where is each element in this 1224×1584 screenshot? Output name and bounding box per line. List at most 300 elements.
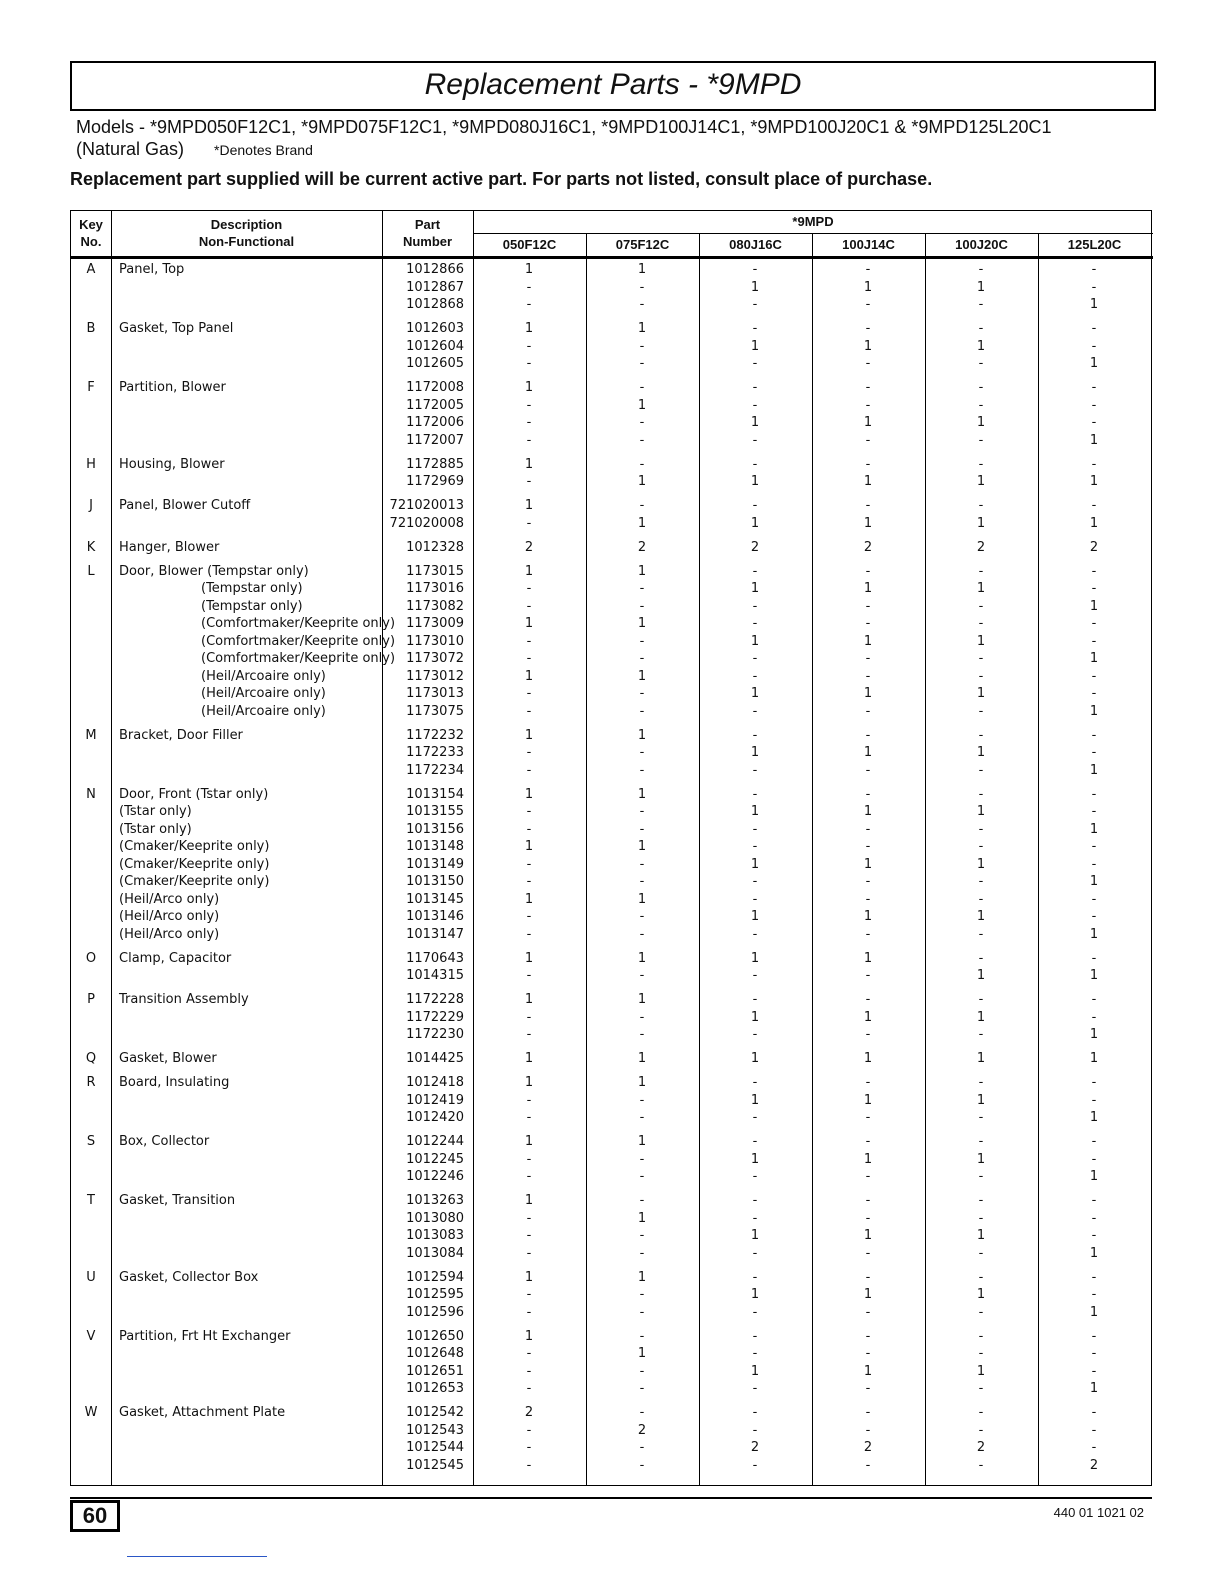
quantity-cell: 1 — [524, 786, 534, 802]
header-model-2: 080J16C — [729, 237, 782, 252]
quantity-cell: - — [752, 1328, 758, 1344]
quantity-cell: - — [978, 786, 984, 802]
description-cell: Clamp, Capacitor — [119, 950, 232, 966]
quantity-cell: - — [1091, 1346, 1097, 1361]
quantity-cell: - — [639, 1381, 645, 1396]
part-number-cell: 1012420 — [406, 1110, 464, 1125]
quantity-cell: - — [752, 498, 758, 513]
quantity-cell: 1 — [524, 1328, 534, 1344]
quantity-cell: - — [1091, 856, 1097, 872]
description-cell: (Heil/Arco only) — [119, 926, 220, 942]
quantity-cell: - — [752, 874, 758, 889]
table-row — [71, 615, 1153, 633]
quantity-cell: 1 — [1089, 926, 1099, 942]
gas-type: (Natural Gas) — [76, 139, 185, 159]
quantity-cell: - — [752, 1169, 758, 1184]
quantity-cell: 1 — [637, 891, 647, 907]
quantity-cell: 1 — [1089, 651, 1099, 666]
description-cell: (Heil/Arcoaire only) — [201, 686, 326, 701]
key-cell: K — [86, 539, 96, 555]
quantity-cell: - — [978, 598, 984, 614]
quantity-cell: 1 — [637, 397, 647, 413]
part-number-cell: 1013155 — [406, 804, 464, 819]
gas-line — [76, 138, 1052, 161]
quantity-cell: - — [978, 1269, 984, 1285]
table-row — [71, 685, 1153, 703]
quantity-cell: 1 — [863, 804, 873, 819]
quantity-cell: 1 — [1089, 598, 1099, 614]
part-number-cell: 1012244 — [406, 1134, 464, 1149]
quantity-cell: - — [1091, 321, 1097, 336]
table-row — [71, 1050, 1153, 1068]
quantity-cell: - — [978, 563, 984, 579]
quantity-cell: 1 — [863, 856, 873, 872]
table-row — [71, 821, 1153, 839]
quantity-cell: - — [1091, 616, 1097, 631]
quantity-cell: 1 — [976, 338, 986, 354]
quantity-cell: 2 — [863, 539, 873, 555]
quantity-cell: - — [1091, 1134, 1097, 1149]
description-cell: (Tempstar only) — [201, 598, 303, 614]
title-box — [70, 61, 1156, 111]
quantity-cell: - — [526, 1304, 532, 1320]
table-row — [71, 563, 1153, 581]
table-row — [71, 279, 1153, 297]
key-cell: H — [86, 456, 96, 472]
quantity-cell: - — [639, 1304, 645, 1320]
quantity-cell: - — [752, 926, 758, 942]
quantity-cell: 1 — [976, 1051, 986, 1066]
quantity-cell: 2 — [1089, 1457, 1099, 1473]
quantity-cell: - — [865, 1110, 871, 1125]
quantity-cell: - — [978, 1075, 984, 1090]
description-cell: Housing, Blower — [119, 456, 225, 472]
part-number-cell: 1173072 — [406, 651, 464, 666]
description-cell: Door, Front (Tstar only) — [119, 786, 269, 802]
quantity-cell: - — [1091, 804, 1097, 819]
part-number-cell: 1013084 — [406, 1245, 464, 1261]
quantity-cell: - — [978, 1346, 984, 1361]
part-number-cell: 1173012 — [406, 668, 464, 684]
part-number-cell: 1013148 — [406, 839, 464, 854]
quantity-cell: 1 — [750, 1363, 760, 1379]
quantity-cell: 1 — [637, 563, 647, 579]
quantity-cell: - — [865, 563, 871, 579]
table-row — [71, 1269, 1153, 1287]
description-cell: Transition Assembly — [119, 992, 249, 1007]
quantity-cell: - — [526, 926, 532, 942]
quantity-cell: 1 — [750, 686, 760, 701]
quantity-cell: - — [865, 1304, 871, 1320]
quantity-cell: 1 — [976, 1228, 986, 1243]
quantity-cell: - — [1091, 1287, 1097, 1302]
quantity-cell: - — [526, 1346, 532, 1361]
table-row — [71, 1168, 1153, 1186]
quantity-cell: - — [639, 804, 645, 819]
quantity-cell: 1 — [750, 338, 760, 354]
quantity-cell: - — [1091, 786, 1097, 802]
quantity-cell: - — [639, 1287, 645, 1302]
quantity-cell: 1 — [524, 380, 534, 395]
table-row — [71, 261, 1153, 279]
quantity-cell: - — [526, 356, 532, 371]
quantity-cell: - — [639, 1151, 645, 1167]
quantity-cell: 1 — [976, 581, 986, 596]
quantity-cell: - — [978, 1027, 984, 1042]
brand-note: *Denotes Brand — [214, 142, 313, 158]
table-row — [71, 1227, 1153, 1245]
quantity-cell: 2 — [1089, 539, 1099, 555]
part-number-cell: 1012418 — [406, 1075, 464, 1090]
quantity-cell: 1 — [1089, 474, 1099, 489]
parts-table — [70, 210, 1152, 1486]
quantity-cell: - — [978, 821, 984, 837]
quantity-cell: - — [978, 1245, 984, 1261]
quantity-cell: - — [526, 762, 532, 778]
part-number-cell: 1173075 — [406, 703, 464, 719]
quantity-cell: - — [752, 668, 758, 684]
quantity-cell: - — [1091, 581, 1097, 596]
quantity-cell: - — [978, 950, 984, 966]
quantity-cell: 1 — [863, 1092, 873, 1108]
quantity-cell: 1 — [976, 633, 986, 649]
description-cell: (Comfortmaker/Keeprite only) — [201, 633, 396, 649]
quantity-cell: - — [1091, 1440, 1097, 1455]
table-row — [71, 1210, 1153, 1228]
footer-rule — [70, 1497, 1152, 1499]
part-number-cell: 1013145 — [406, 891, 464, 907]
quantity-cell: - — [639, 926, 645, 942]
quantity-cell: - — [639, 380, 645, 395]
quantity-cell: - — [978, 262, 984, 277]
quantity-cell: - — [639, 456, 645, 472]
part-number-cell: 1012604 — [406, 338, 464, 354]
quantity-cell: 1 — [863, 1051, 873, 1066]
part-number-cell: 1172005 — [406, 397, 464, 413]
quantity-cell: - — [865, 1269, 871, 1285]
quantity-cell: - — [526, 804, 532, 819]
quantity-cell: - — [752, 356, 758, 371]
table-row — [71, 873, 1153, 891]
quantity-cell: 1 — [1089, 762, 1099, 778]
quantity-cell: 1 — [524, 992, 534, 1007]
replacement-notice: Replacement part supplied will be current active part. For parts not listed, consult place of purchase. — [70, 169, 933, 189]
quantity-cell: 1 — [750, 1228, 760, 1243]
quantity-cell: - — [1091, 992, 1097, 1007]
quantity-cell: - — [526, 1009, 532, 1025]
quantity-cell: - — [752, 1193, 758, 1208]
quantity-cell: - — [752, 432, 758, 448]
quantity-cell: 1 — [524, 1075, 534, 1090]
quantity-cell: - — [752, 1110, 758, 1125]
quantity-cell: 1 — [976, 515, 986, 531]
part-number-cell: 1012648 — [406, 1346, 464, 1361]
quantity-cell: - — [526, 1151, 532, 1167]
quantity-cell: 1 — [1089, 821, 1099, 837]
quantity-cell: - — [752, 786, 758, 802]
quantity-cell: - — [752, 1422, 758, 1438]
quantity-cell: - — [639, 856, 645, 872]
quantity-cell: - — [526, 703, 532, 719]
quantity-cell: - — [1091, 839, 1097, 854]
quantity-cell: - — [752, 1210, 758, 1226]
quantity-cell: - — [978, 356, 984, 371]
quantity-cell: - — [978, 297, 984, 312]
part-number-cell: 1013263 — [406, 1193, 464, 1208]
quantity-cell: - — [978, 1457, 984, 1473]
quantity-cell: - — [639, 1193, 645, 1208]
quantity-cell: 1 — [637, 1134, 647, 1149]
quantity-cell: - — [1091, 891, 1097, 907]
quantity-cell: - — [1091, 1228, 1097, 1243]
header-model-0: 050F12C — [502, 237, 557, 252]
quantity-cell: 1 — [524, 1051, 534, 1066]
quantity-cell: 1 — [637, 950, 647, 966]
description-cell: Hanger, Blower — [119, 539, 220, 555]
quantity-cell: - — [865, 1075, 871, 1090]
quantity-cell: - — [752, 262, 758, 277]
key-cell: N — [86, 786, 96, 802]
quantity-cell: 2 — [637, 539, 647, 555]
quantity-cell: 1 — [863, 474, 873, 489]
part-number-cell: 721020008 — [389, 515, 464, 531]
quantity-cell: 1 — [1089, 297, 1099, 312]
quantity-cell: 1 — [976, 1151, 986, 1167]
quantity-cell: - — [1091, 456, 1097, 472]
quantity-cell: 1 — [637, 786, 647, 802]
table-row — [71, 473, 1153, 491]
quantity-cell: - — [526, 856, 532, 872]
quantity-cell: - — [526, 279, 532, 295]
table-row — [71, 1304, 1153, 1322]
description-cell: Panel, Top — [119, 262, 185, 277]
description-cell: (Heil/Arcoaire only) — [201, 668, 326, 684]
part-number-cell: 721020013 — [389, 498, 464, 513]
quantity-cell: 1 — [637, 992, 647, 1007]
quantity-cell: 1 — [863, 581, 873, 596]
description-cell: (Comfortmaker/Keeprite only) — [201, 651, 396, 666]
quantity-cell: - — [978, 703, 984, 719]
quantity-cell: - — [752, 1245, 758, 1261]
key-cell: Q — [85, 1051, 97, 1066]
quantity-cell: 1 — [750, 633, 760, 649]
quantity-cell: - — [526, 909, 532, 924]
quantity-cell: - — [752, 992, 758, 1007]
part-number-cell: 1012594 — [406, 1269, 464, 1285]
quantity-cell: 1 — [863, 686, 873, 701]
quantity-cell: 1 — [863, 515, 873, 531]
quantity-cell: - — [865, 262, 871, 277]
link-underline — [127, 1556, 267, 1557]
part-number-cell: 1173009 — [406, 616, 464, 631]
quantity-cell: 1 — [637, 321, 647, 336]
quantity-cell: 1 — [750, 804, 760, 819]
table-row — [71, 1245, 1153, 1263]
quantity-cell: - — [978, 727, 984, 743]
key-cell: P — [87, 992, 95, 1007]
quantity-cell: - — [526, 598, 532, 614]
part-number-cell: 1172007 — [406, 432, 464, 448]
quantity-cell: 1 — [976, 1009, 986, 1025]
quantity-cell: 1 — [750, 1009, 760, 1025]
quantity-cell: - — [978, 651, 984, 666]
quantity-cell: - — [865, 1027, 871, 1042]
quantity-cell: - — [1091, 338, 1097, 354]
quantity-cell: 1 — [863, 1009, 873, 1025]
quantity-cell: 1 — [976, 909, 986, 924]
quantity-cell: - — [1091, 1075, 1097, 1090]
quantity-cell: - — [639, 1092, 645, 1108]
quantity-cell: 1 — [976, 856, 986, 872]
quantity-cell: - — [1091, 498, 1097, 513]
quantity-cell: - — [865, 1245, 871, 1261]
quantity-cell: 1 — [976, 279, 986, 295]
quantity-cell: - — [865, 703, 871, 719]
table-row — [71, 1151, 1153, 1169]
quantity-cell: - — [978, 1169, 984, 1184]
table-row — [71, 497, 1153, 515]
quantity-cell: - — [639, 279, 645, 295]
quantity-cell: 1 — [637, 1051, 647, 1066]
quantity-cell: - — [865, 1457, 871, 1473]
quantity-cell: 1 — [1089, 968, 1099, 983]
quantity-cell: 2 — [524, 539, 534, 555]
quantity-cell: - — [978, 498, 984, 513]
quantity-cell: - — [526, 1363, 532, 1379]
quantity-cell: - — [865, 821, 871, 837]
quantity-cell: 1 — [750, 745, 760, 760]
quantity-cell: - — [639, 1228, 645, 1243]
table-row — [71, 379, 1153, 397]
quantity-cell: - — [752, 1027, 758, 1042]
quantity-cell: - — [865, 926, 871, 942]
quantity-cell: - — [526, 1210, 532, 1226]
quantity-cell: - — [526, 1092, 532, 1108]
quantity-cell: - — [865, 1193, 871, 1208]
quantity-cell: 2 — [750, 539, 760, 555]
quantity-cell: - — [978, 1210, 984, 1226]
quantity-cell: - — [752, 821, 758, 837]
description-cell: (Tempstar only) — [201, 581, 303, 596]
quantity-cell: - — [526, 1245, 532, 1261]
table-row — [71, 1192, 1153, 1210]
quantity-cell: - — [978, 1304, 984, 1320]
quantity-cell: 1 — [976, 804, 986, 819]
quantity-cell: - — [752, 616, 758, 631]
quantity-cell: 1 — [1089, 1027, 1099, 1042]
quantity-cell: 1 — [524, 1134, 534, 1149]
description-cell: Board, Insulating — [119, 1075, 230, 1090]
quantity-cell: - — [526, 651, 532, 666]
quantity-cell: - — [526, 968, 532, 983]
quantity-cell: 1 — [750, 415, 760, 430]
table-row — [71, 397, 1153, 415]
table-row — [71, 1133, 1153, 1151]
part-number-cell: 1013147 — [406, 926, 464, 942]
table-row — [71, 338, 1153, 356]
quantity-cell: - — [752, 1134, 758, 1149]
quantity-cell: - — [1091, 745, 1097, 760]
table-row — [71, 1457, 1153, 1475]
quantity-cell: - — [1091, 1151, 1097, 1167]
quantity-cell: - — [752, 397, 758, 413]
quantity-cell: - — [865, 668, 871, 684]
quantity-cell: - — [1091, 1328, 1097, 1344]
description-cell: (Cmaker/Keeprite only) — [119, 874, 270, 889]
quantity-cell: 1 — [863, 1287, 873, 1302]
models-line: Models - *9MPD050F12C1, *9MPD075F12C1, *9MPD080J16C1, *9MPD100J14C1, *9MPD100J20C1 & *9MPD125L20C1 — [76, 117, 1052, 137]
quantity-cell: - — [752, 1457, 758, 1473]
quantity-cell: - — [526, 474, 532, 489]
table-row — [71, 320, 1153, 338]
quantity-cell: 1 — [863, 950, 873, 966]
table-row — [71, 598, 1153, 616]
quantity-cell: 1 — [637, 1075, 647, 1090]
quantity-cell: - — [639, 415, 645, 430]
part-number-cell: 1012650 — [406, 1328, 464, 1344]
quantity-cell: 2 — [976, 539, 986, 555]
quantity-cell: - — [526, 397, 532, 413]
table-row — [71, 1404, 1153, 1422]
key-cell: A — [86, 262, 96, 277]
quantity-cell: - — [978, 1328, 984, 1344]
quantity-cell: 1 — [524, 1269, 534, 1285]
quantity-cell: - — [752, 1075, 758, 1090]
part-number-cell: 1172230 — [406, 1027, 464, 1042]
quantity-cell: 1 — [637, 1269, 647, 1285]
description-cell: (Cmaker/Keeprite only) — [119, 856, 270, 872]
table-row — [71, 1074, 1153, 1092]
quantity-cell: 1 — [863, 415, 873, 430]
table-row — [71, 891, 1153, 909]
quantity-cell: - — [752, 297, 758, 312]
quantity-cell: 1 — [524, 262, 534, 277]
table-row — [71, 926, 1153, 944]
quantity-cell: - — [865, 321, 871, 336]
table-row — [71, 1286, 1153, 1304]
quantity-cell: 1 — [1089, 1169, 1099, 1184]
quantity-cell: - — [752, 968, 758, 983]
quantity-cell: - — [865, 786, 871, 802]
quantity-cell: - — [752, 839, 758, 854]
quantity-cell: 1 — [976, 686, 986, 701]
description-cell: Partition, Frt Ht Exchanger — [119, 1328, 291, 1344]
quantity-cell: - — [978, 1405, 984, 1420]
description-cell: Box, Collector — [119, 1134, 210, 1149]
key-cell: J — [89, 498, 93, 513]
quantity-cell: 1 — [1089, 1245, 1099, 1261]
part-number-cell: 1012867 — [406, 279, 464, 295]
quantity-cell: - — [1091, 563, 1097, 579]
quantity-cell: - — [978, 1381, 984, 1396]
quantity-cell: 1 — [524, 839, 534, 854]
description-cell: (Heil/Arco only) — [119, 891, 220, 907]
quantity-cell: - — [978, 456, 984, 472]
key-cell: B — [86, 321, 96, 336]
description-cell: Bracket, Door Filler — [119, 727, 243, 743]
quantity-cell: - — [526, 686, 532, 701]
quantity-cell: - — [639, 1440, 645, 1455]
table-row — [71, 803, 1153, 821]
quantity-cell: - — [865, 1328, 871, 1344]
quantity-cell: - — [865, 598, 871, 614]
key-cell: R — [86, 1075, 96, 1090]
table-row — [71, 580, 1153, 598]
quantity-cell: - — [639, 968, 645, 983]
part-number-cell: 1173013 — [406, 686, 464, 701]
quantity-cell: 1 — [524, 563, 534, 579]
quantity-cell: - — [978, 397, 984, 413]
